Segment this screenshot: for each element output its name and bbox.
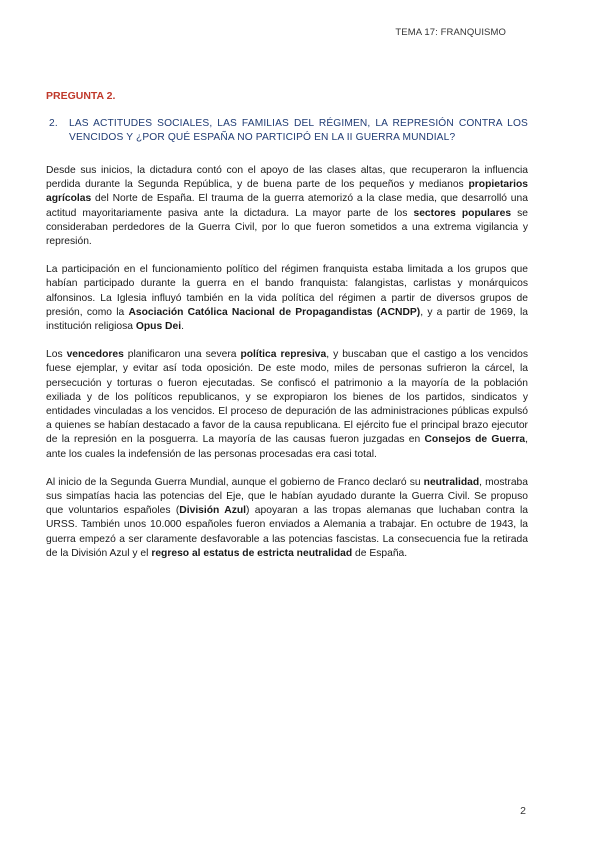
bold-term: Consejos de Guerra xyxy=(424,434,526,446)
bold-term: neutralidad xyxy=(423,476,480,488)
bold-term: sectores populares xyxy=(413,207,512,219)
bold-term: Asociación Católica Nacional de Propagandistas (ACNDP) xyxy=(128,306,421,318)
text-span: La participación en el funcionamiento político del régimen franquista estaba limitada a los grupos que habían participado durante la guerra en el bando franquista: falangistas, carlistas y monárquicos alfonsinos. La Iglesia influyó también en la vida política del régimen a partir de diversos grupos de presión, como la xyxy=(46,264,528,318)
text-span: , mostraba sus simpatías hacia las potencias del Eje, que le habían ayudado durante la Guerra Civil. Se propuso que voluntarios españoles ( xyxy=(46,476,528,517)
header-title: TEMA 17: FRANQUISMO xyxy=(395,27,506,38)
text-span: Al inicio de la Segunda Guerra Mundial, aunque el gobierno de Franco declaró su xyxy=(46,476,424,488)
text-span: del Norte de España. El trauma de la guerra atemorizó a la clase media, que desarrolló una actitud mayoritariamente pasiva ante la dictadura. La mayor parte de los xyxy=(46,193,528,219)
bold-term: División Azul xyxy=(179,505,247,517)
paragraph xyxy=(46,348,528,462)
question-title: LAS ACTITUDES SOCIALES, LAS FAMILIAS DEL RÉGIMEN, LA REPRESIÓN CONTRA LOS VENCIDOS Y ¿POR QUÉ ESPAÑA NO PARTICIPÓ EN LA II GUERRA MUNDIAL? xyxy=(69,118,528,143)
text-span: Desde sus inicios, la dictadura contó con el apoyo de las clases altas, que recuperaron la influencia perdida durante la Segunda República, y de buena parte de los pequeños y medianos xyxy=(46,165,528,191)
text-span: Los xyxy=(46,349,67,361)
text-span: planificaron una severa xyxy=(123,349,241,361)
text-span: . xyxy=(181,321,184,333)
text-span: ) apoyaran a las tropas alemanas que luchaban contra la URSS. También unos 10.000 españoles fueron enviados a Alemania a trabajar. En octubre de 1943, la guerra empezó a ser claramente desfavorable a las potencias fascistas. La consecuencia fue la retirada de la División Azul y el xyxy=(46,505,528,559)
text-span: se consideraban perdedores de la Guerra Civil, por lo que fueron sometidos a una extrema vigilancia y represión. xyxy=(46,207,528,248)
bold-term: Opus Dei xyxy=(135,321,182,333)
page-number: 2 xyxy=(520,805,526,817)
paragraph xyxy=(46,164,528,249)
bold-term: regreso al estatus de estricta neutralidad xyxy=(151,547,353,559)
paragraph xyxy=(46,476,528,561)
paragraph xyxy=(46,263,528,334)
text-span: de España. xyxy=(352,547,408,559)
body-text xyxy=(46,164,528,575)
question-number: 2. xyxy=(49,118,58,129)
question-heading xyxy=(46,117,528,145)
text-span: , y buscaban que el castigo a los vencidos fuese ejemplar, y evitar así toda oposición. De este modo, miles de personas sufrieron la cárcel, la persecución y torturas o fueron ejecutadas. Se confiscó el patrimonio a la mayoría de la población exiliada y de los políticos republicanos, y se expropiaron los bienes de los partidos, sindicatos y entidades vinculadas a los vencidos. El proceso de depuración de las administraciones públicas expulsó a quienes se habían destacado a favor de la causa republicana. El ejército fue el principal brazo ejecutor de la represión en la posguerra. La mayoría de las causas fueron juzgadas en xyxy=(46,349,529,446)
bold-term: vencedores xyxy=(66,349,124,361)
text-span: , ante los cuales la indefensión de las personas procesadas era casi total. xyxy=(46,434,528,460)
bold-term: propietarios agrícolas xyxy=(46,179,528,205)
bold-term: política represiva xyxy=(240,349,327,361)
text-span: , y a partir de 1969, la institución religiosa xyxy=(46,306,528,333)
question-label: PREGUNTA 2. xyxy=(46,90,116,102)
